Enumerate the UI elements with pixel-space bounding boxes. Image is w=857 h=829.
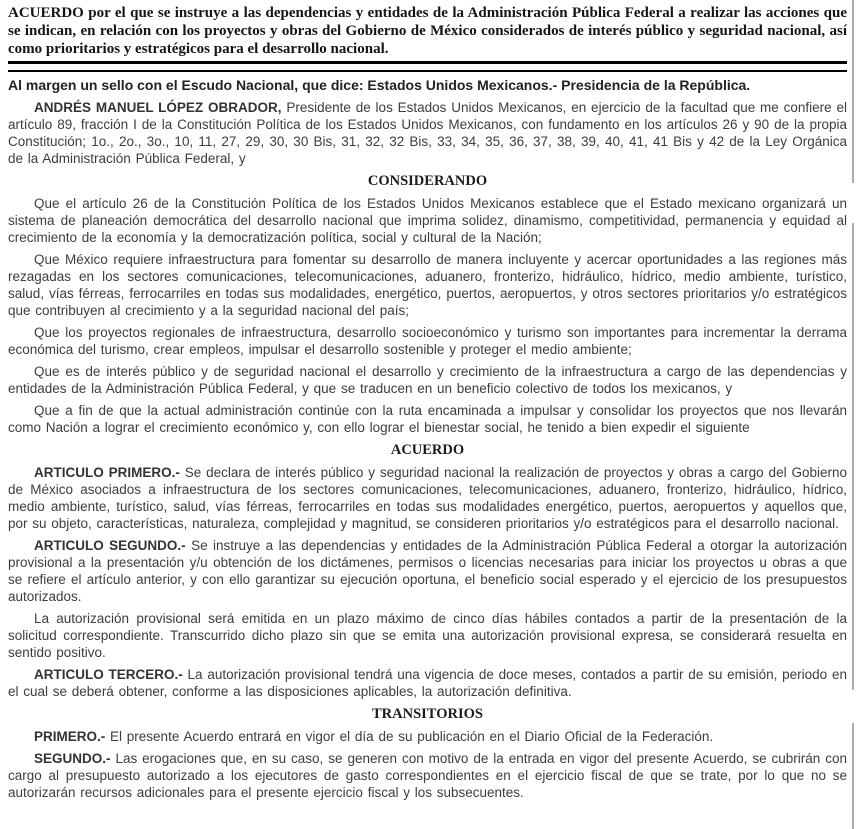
paragraph-considerando-5: Que a fin de que la actual administración continúe con la ruta encaminada a impulsar y consolidar los proyectos que nos llevarán como Nación a lograr el crecimiento económico y, con ello lograr el bienestar social, he tenido a bien expedir el siguiente: [8, 403, 847, 435]
paragraph-considerando-1: Que el artículo 26 de la Constitución Política de los Estados Unidos Mexicanos establece que el Estado mexicano organizará un sistema de planeación democrática del desarrollo nacional que imprima solidez, dinamismo, competitividad, permanencia y equidad al crecimiento de la economía y la democratización política, social y cultural de la Nación;: [8, 196, 847, 245]
paragraph-transitorio-segundo-lead: SEGUNDO.-: [34, 751, 111, 766]
paragraph-articulo-tercero: [8, 666, 847, 700]
section-heading-transitorios: TRANSITORIOS: [372, 706, 483, 722]
paragraph-transitorio-segundo: [8, 750, 847, 801]
paragraph-opening-text: Presidente de los Estados Unidos Mexicanos, en ejercicio de la facultad que me confiere el artículo 89, fracción I de la Constitución Política de los Estados Unidos Mexicanos, con fundamento en los artículos 26 y 90 de la propia Constitución; 1o., 2o., 3o., 10, 11, 27, 29, 30, 30 Bis, 31, 32, 32 Bis, 33, 34, 35, 36, 37, 38, 39, 40, 41, 41 Bis y 42 de la Ley Orgánica de la Administración Pública Federal, y: [8, 100, 847, 166]
paragraph-articulo-segundo-lead: ARTICULO SEGUNDO.-: [34, 538, 186, 553]
paragraph-transitorio-segundo-text: Las erogaciones que, en su caso, se generen con motivo de la entrada en vigor del presente Acuerdo, se cubrirán con cargo al presupuesto autorizado a los ejecutores de gasto correspondientes en el ejercicio fiscal de que se trate, por lo que no se autorizarán recursos adicionales para el presente ejercicio fiscal y los subsecuentes.: [8, 751, 847, 800]
paragraph-articulo-primero: [8, 464, 847, 532]
paragraph-opening: [8, 99, 847, 167]
paragraph-transitorio-primero-text: El presente Acuerdo entrará en vigor el día de su publicación en el Diario Oficial de la Federación.: [110, 729, 714, 744]
paragraph-opening-lead: ANDRÉS MANUEL LÓPEZ OBRADOR,: [34, 100, 282, 115]
document-title: ACUERDO por el que se instruye a las dependencias y entidades de la Administración Pública Federal a realizar las acciones que se indican, en relación con los proyectos y obras del Gobierno de México considerados de interés público y seguridad nacional, así como prioritarios y estratégicos para el desarrollo nacional.: [8, 5, 847, 57]
section-heading-acuerdo: ACUERDO: [390, 442, 465, 458]
paragraph-articulo-segundo-b: La autorización provisional será emitida en un plazo máximo de cinco días hábiles contados a partir de la presentación de la solicitud correspondiente. Transcurrido dicho plazo sin que se emita una autorización provisional expresa, se considerará resuelta en sentido positivo.: [8, 611, 847, 660]
paragraph-transitorio-primero: [8, 728, 847, 745]
paragraph-considerando-3: Que los proyectos regionales de infraestructura, desarrollo socioeconómico y turismo son importantes para incrementar la derrama económica del turismo, crear empleos, impulsar el desarrollo sostenible y proteger el medio ambiente;: [8, 325, 847, 357]
section-heading-considerando: CONSIDERANDO: [367, 173, 488, 189]
right-margin-line-middle: [852, 223, 854, 690]
paragraph-articulo-primero-text: Se declara de interés público y seguridad nacional la realización de proyectos y obras a cargo del Gobierno de México asociados a infraestructura de los sectores comunicaciones, telecomunicaciones, aduanero, fronterizo, hidráulico, hídrico, medio ambiente, turístico, salud, vías férreas, ferrocarriles en todas sus modalidades energético, puertos, aeropuertos y aquellos que, por su objeto, características, naturaleza, complejidad y magnitud, se consideren prioritarios y/o estratégicos para el desarrollo nacional.: [8, 465, 847, 531]
paragraph-considerando-4: Que es de interés público y de seguridad nacional el desarrollo y crecimiento de la infraestructura a cargo de las dependencias y entidades de la Administración Pública Federal, y que se traducen en un beneficio colectivo de todos los mexicanos, y: [8, 364, 847, 396]
right-margin-line-top: [852, 0, 854, 183]
paragraph-articulo-tercero-text: La autorización provisional tendrá una vigencia de doce meses, contados a partir de su emisión, periodo en el cual se deberá obtener, conforme a las disposiciones aplicables, la autorización definitiva.: [8, 667, 847, 699]
rule-thin: [8, 70, 847, 72]
paragraph-considerando-2: Que México requiere infraestructura para fomentar su desarrollo de manera incluyente y acercar oportunidades a las regiones más rezagadas en los sectores comunicaciones, telecomunicaciones, aduanero, fronterizo, hidráulico, hídrico, medio ambiente, turístico, salud, vías férreas, ferrocarriles en todas sus modalidades, energético, puertos, aeropuertos, y otros sectores prioritarios y/o estratégicos que contribuyen al crecimiento y a la seguridad nacional del país;: [8, 252, 847, 318]
paragraph-articulo-tercero-lead: ARTICULO TERCERO.-: [34, 667, 183, 682]
right-margin-line-bottom: [852, 723, 854, 829]
paragraph-transitorio-primero-lead: PRIMERO.-: [34, 729, 106, 744]
margin-seal-note: Al margen un sello con el Escudo Nacional, que dice: Estados Unidos Mexicanos.- Presidencia de la República.: [8, 77, 751, 93]
paragraph-articulo-primero-lead: ARTICULO PRIMERO.-: [34, 465, 180, 480]
double-rule: [8, 61, 847, 72]
paragraph-articulo-segundo-text: Se instruye a las dependencias y entidades de la Administración Pública Federal a otorgar la autorización provisional a la presentación y/u obtención de los dictámenes, permisos o licencias necesarias para iniciar los proyectos u obras a que se refiere el artículo anterior, y con ello garantizar su ejecución oportuna, el beneficio social esperado y el ejercicio de los presupuestos autorizados.: [8, 538, 847, 604]
paragraph-articulo-segundo: [8, 537, 847, 605]
